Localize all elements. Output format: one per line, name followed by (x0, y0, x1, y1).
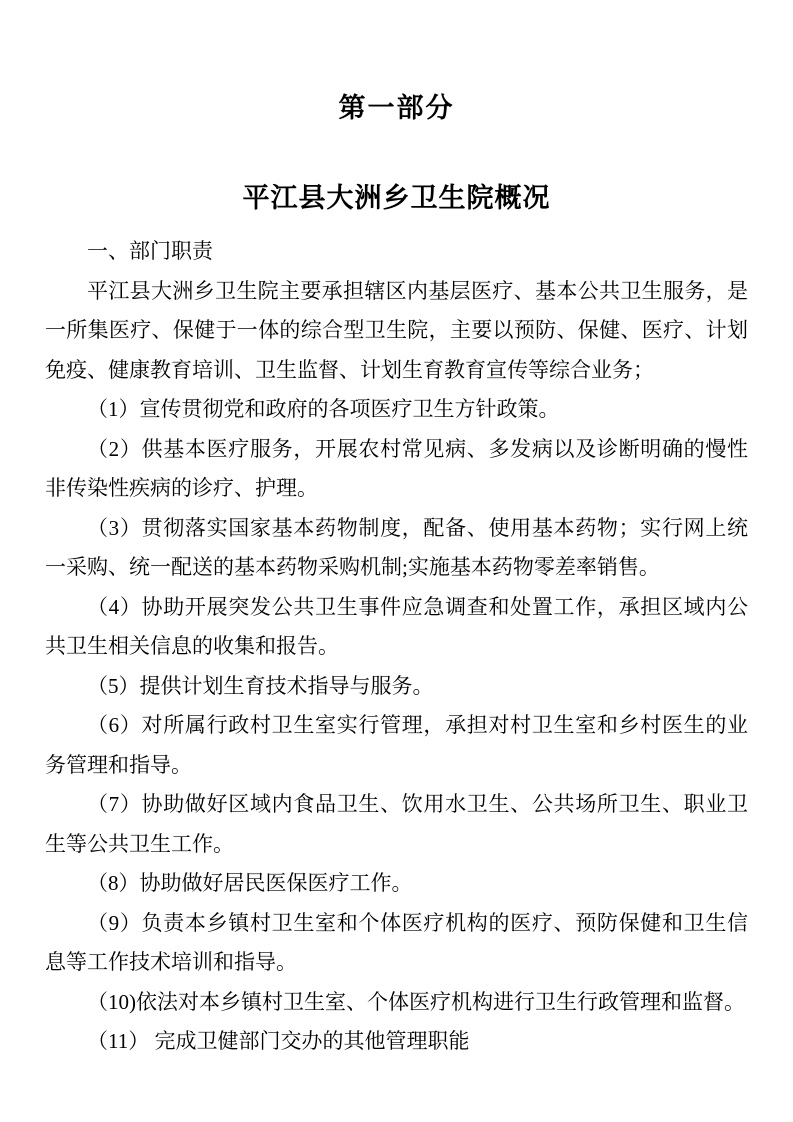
duty-item-10: （10)依法对本乡镇村卫生室、个体医疗机构进行卫生行政管理和监督。 (87, 989, 745, 1014)
subsection-heading: 一、部门职责 (87, 239, 213, 263)
intro-paragraph: 平江县大洲乡卫生院主要承担辖区内基层医疗、基本公共卫生服务，是一所集医疗、保健于一体的综合型卫生院，主要以预防、保健、医疗、计划免疫、健康教育培训、卫生监督、计划生育教育宣传等综合业务； (45, 278, 748, 382)
duty-item-7: （7）协助做好区域内食品卫生、饮用水卫生、公共场所卫生、职业卫生等公共卫生工作。 (45, 792, 748, 856)
duty-item-1: （1）宣传贯彻党和政府的各项医疗卫生方针政策。 (87, 397, 560, 421)
duty-item-5: （5）提供计划生育技术指导与服务。 (87, 673, 434, 698)
section-title: 平江县大洲乡卫生院概况 (242, 183, 551, 213)
duty-item-6: （6）对所属行政村卫生室实行管理，承担对村卫生室和乡村医生的业务管理和指导。 (45, 713, 748, 777)
duty-item-3: （3）贯彻落实国家基本药物制度，配备、使用基本药物；实行网上统一采购、统一配送的基本药物采购机制;实施基本药物零差率销售。 (45, 515, 748, 579)
duty-item-2: （2）供基本医疗服务，开展农村常见病、多发病以及诊断明确的慢性非传染性疾病的诊疗、护理。 (45, 436, 748, 500)
part-title: 第一部分 (338, 93, 455, 123)
document-body (45, 232, 748, 1062)
duty-item-8: （8）协助做好居民医保医疗工作。 (87, 871, 413, 895)
duty-item-4: （4）协助开展突发公共卫生事件应急调查和处置工作，承担区域内公共卫生相关信息的收集和报告。 (45, 594, 748, 658)
duty-item-9: （9）负责本乡镇村卫生室和个体医疗机构的医疗、预防保健和卫生信息等工作技术培训和指导。 (45, 910, 748, 974)
duties-list (45, 390, 748, 1062)
duty-item-11: （11） 完成卫健部门交办的其他管理职能 (87, 1029, 470, 1053)
